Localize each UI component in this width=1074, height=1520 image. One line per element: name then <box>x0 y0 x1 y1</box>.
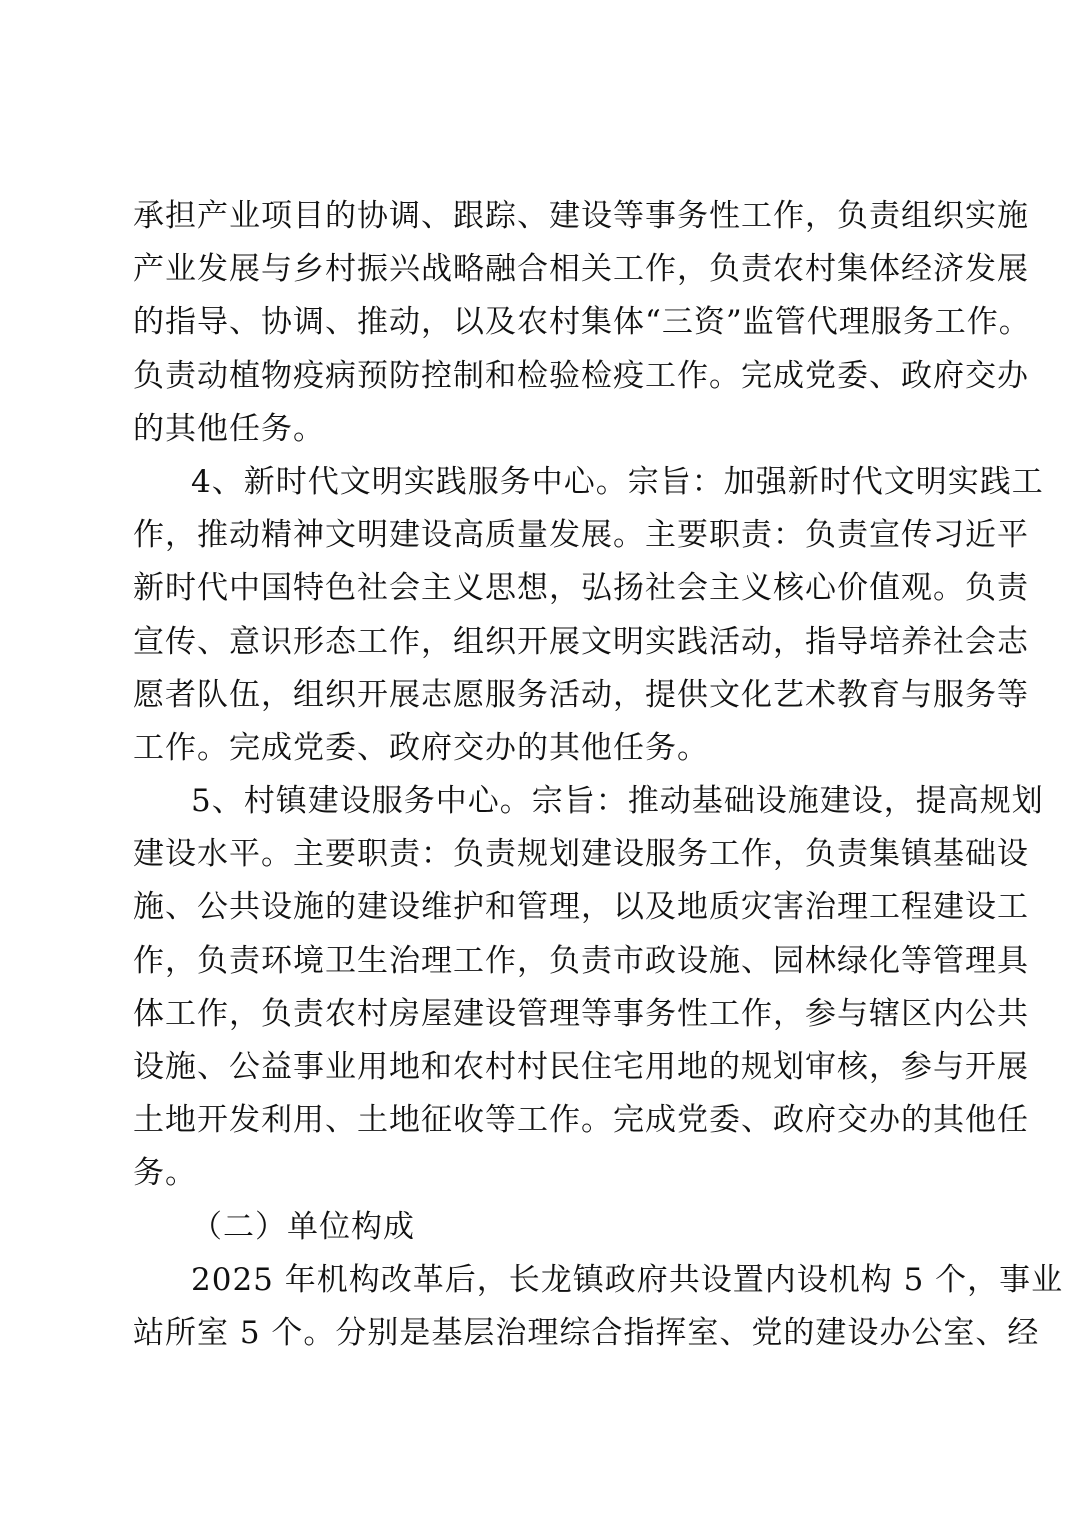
body-text <box>133 190 1064 1360</box>
text-line: 作，负责环境卫生治理工作，负责市政设施、园林绿化等管理具 <box>133 942 1029 979</box>
text-line: 体工作，负责农村房屋建设管理等事务性工作，参与辖区内公共 <box>133 995 1029 1032</box>
text-line: 建设水平。主要职责：负责规划建设服务工作，负责集镇基础设 <box>133 836 1029 873</box>
text-line: 施、公共设施的建设维护和管理，以及地质灾害治理工程建设工 <box>133 889 1029 926</box>
text-line: 负责动植物疫病预防控制和检验检疫工作。完成党委、政府交办 <box>133 357 1029 394</box>
text-line: 产业发展与乡村振兴战略融合相关工作，负责农村集体经济发展 <box>133 251 1029 288</box>
text-line: 设施、公益事业用地和农村村民住宅用地的规划审核，参与开展 <box>133 1049 1029 1085</box>
text-line: 工作。完成党委、政府交办的其他任务。 <box>133 729 709 766</box>
text-line: 作，推动精神文明建设高质量发展。主要职责：负责宣传习近平 <box>133 517 1029 554</box>
text-line: 务。 <box>133 1155 197 1192</box>
paragraph-start-line: 4、新时代文明实践服务中心。宗旨：加强新时代文明实践工 <box>191 463 1044 500</box>
text-line: 愿者队伍，组织开展志愿服务活动，提供文化艺术教育与服务等 <box>133 676 1029 713</box>
text-line: 承担产业项目的协调、跟踪、建设等事务性工作，负责组织实施 <box>133 198 1029 234</box>
text-line: 新时代中国特色社会主义思想，弘扬社会主义核心价值观。负责 <box>133 570 1029 607</box>
text-line: 土地开发利用、土地征收等工作。完成党委、政府交办的其他任 <box>133 1102 1029 1139</box>
paragraph-start-line: 2025 年机构改革后，长龙镇政府共设置内设机构 5 个，事业 <box>191 1261 1064 1298</box>
text-line: 宣传、意识形态工作，组织开展文明实践活动，指导培养社会志 <box>133 623 1029 660</box>
paragraph-start-line: 5、村镇建设服务中心。宗旨：推动基础设施建设，提高规划 <box>191 783 1044 820</box>
text-line: 的指导、协调、推动，以及农村集体“三资”监管代理服务工作。 <box>133 304 1031 341</box>
section-heading: （二）单位构成 <box>191 1208 415 1245</box>
text-line: 站所室 5 个。分别是基层治理综合指挥室、党的建设办公室、经 <box>133 1314 1040 1351</box>
text-line: 的其他任务。 <box>133 410 325 447</box>
